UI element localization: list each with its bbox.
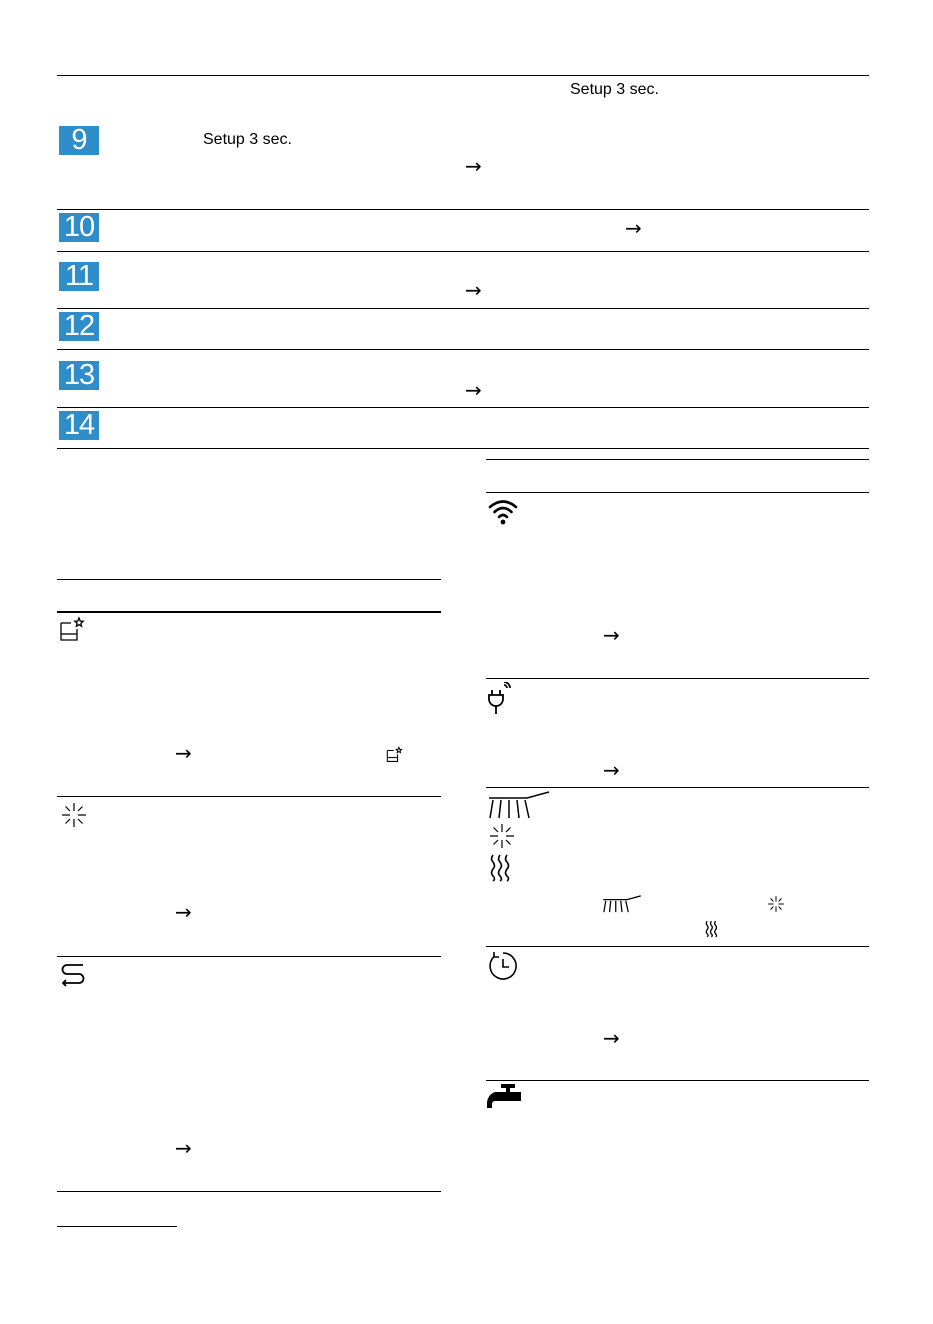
setup-label-row9: Setup 3 sec. — [203, 131, 292, 148]
left-table-row-divider — [57, 796, 441, 797]
right-table-row-divider — [486, 678, 869, 679]
row-divider — [57, 308, 869, 309]
sparkle-icon — [60, 801, 88, 829]
arrow-left-2: → — [175, 900, 192, 924]
setup-label-top: Setup 3 sec. — [570, 81, 659, 98]
arrow-row10: → — [625, 216, 642, 240]
arrow-right-2: → — [603, 758, 620, 782]
step-badge-10: 10 — [59, 213, 99, 242]
right-table-header-rule — [486, 492, 869, 493]
arrow-row13: → — [465, 378, 482, 402]
left-table-row-divider — [57, 956, 441, 957]
top-rule — [57, 75, 869, 76]
steam-heat-icon-inline — [704, 920, 720, 938]
timer-icon — [487, 950, 519, 982]
right-table-top-rule — [486, 459, 869, 460]
left-table-bottom-rule — [57, 1191, 441, 1192]
loop-arrows-icon — [59, 961, 87, 989]
right-table-row-divider — [486, 946, 869, 947]
tab-symbol-icon — [59, 616, 87, 644]
tab-symbol-icon-inline — [386, 745, 404, 765]
arrow-right-3: → — [603, 1026, 620, 1050]
left-table-top-rule — [57, 579, 441, 580]
right-table-row-divider — [486, 1080, 869, 1081]
left-table-header-rule — [57, 611, 441, 613]
arrow-row9: → — [465, 154, 482, 178]
row-divider — [57, 349, 869, 350]
step-badge-14: 14 — [59, 411, 99, 440]
rinse-arm-icon-inline — [602, 894, 642, 914]
row-divider — [57, 407, 869, 408]
wifi-icon — [487, 498, 519, 526]
arrow-left-3: → — [175, 1136, 192, 1160]
arrow-left-1: → — [175, 741, 192, 765]
step-badge-11: 11 — [59, 262, 99, 291]
footnote-rule — [57, 1226, 177, 1227]
step-badge-9: 9 — [59, 126, 99, 155]
sparkle-icon-inline — [767, 895, 785, 913]
steam-heat-icon — [488, 853, 514, 883]
rinse-arm-icon — [487, 790, 551, 820]
row-divider — [57, 448, 869, 449]
arrow-row11: → — [465, 278, 482, 302]
water-tap-icon — [487, 1084, 521, 1112]
step-badge-13: 13 — [59, 361, 99, 390]
right-table-row-divider — [486, 787, 869, 788]
arrow-right-1: → — [603, 623, 620, 647]
step-badge-12: 12 — [59, 312, 99, 341]
row-divider — [57, 209, 869, 210]
remote-plug-icon — [486, 682, 514, 716]
sparkle-icon — [488, 822, 516, 850]
row-divider — [57, 251, 869, 252]
